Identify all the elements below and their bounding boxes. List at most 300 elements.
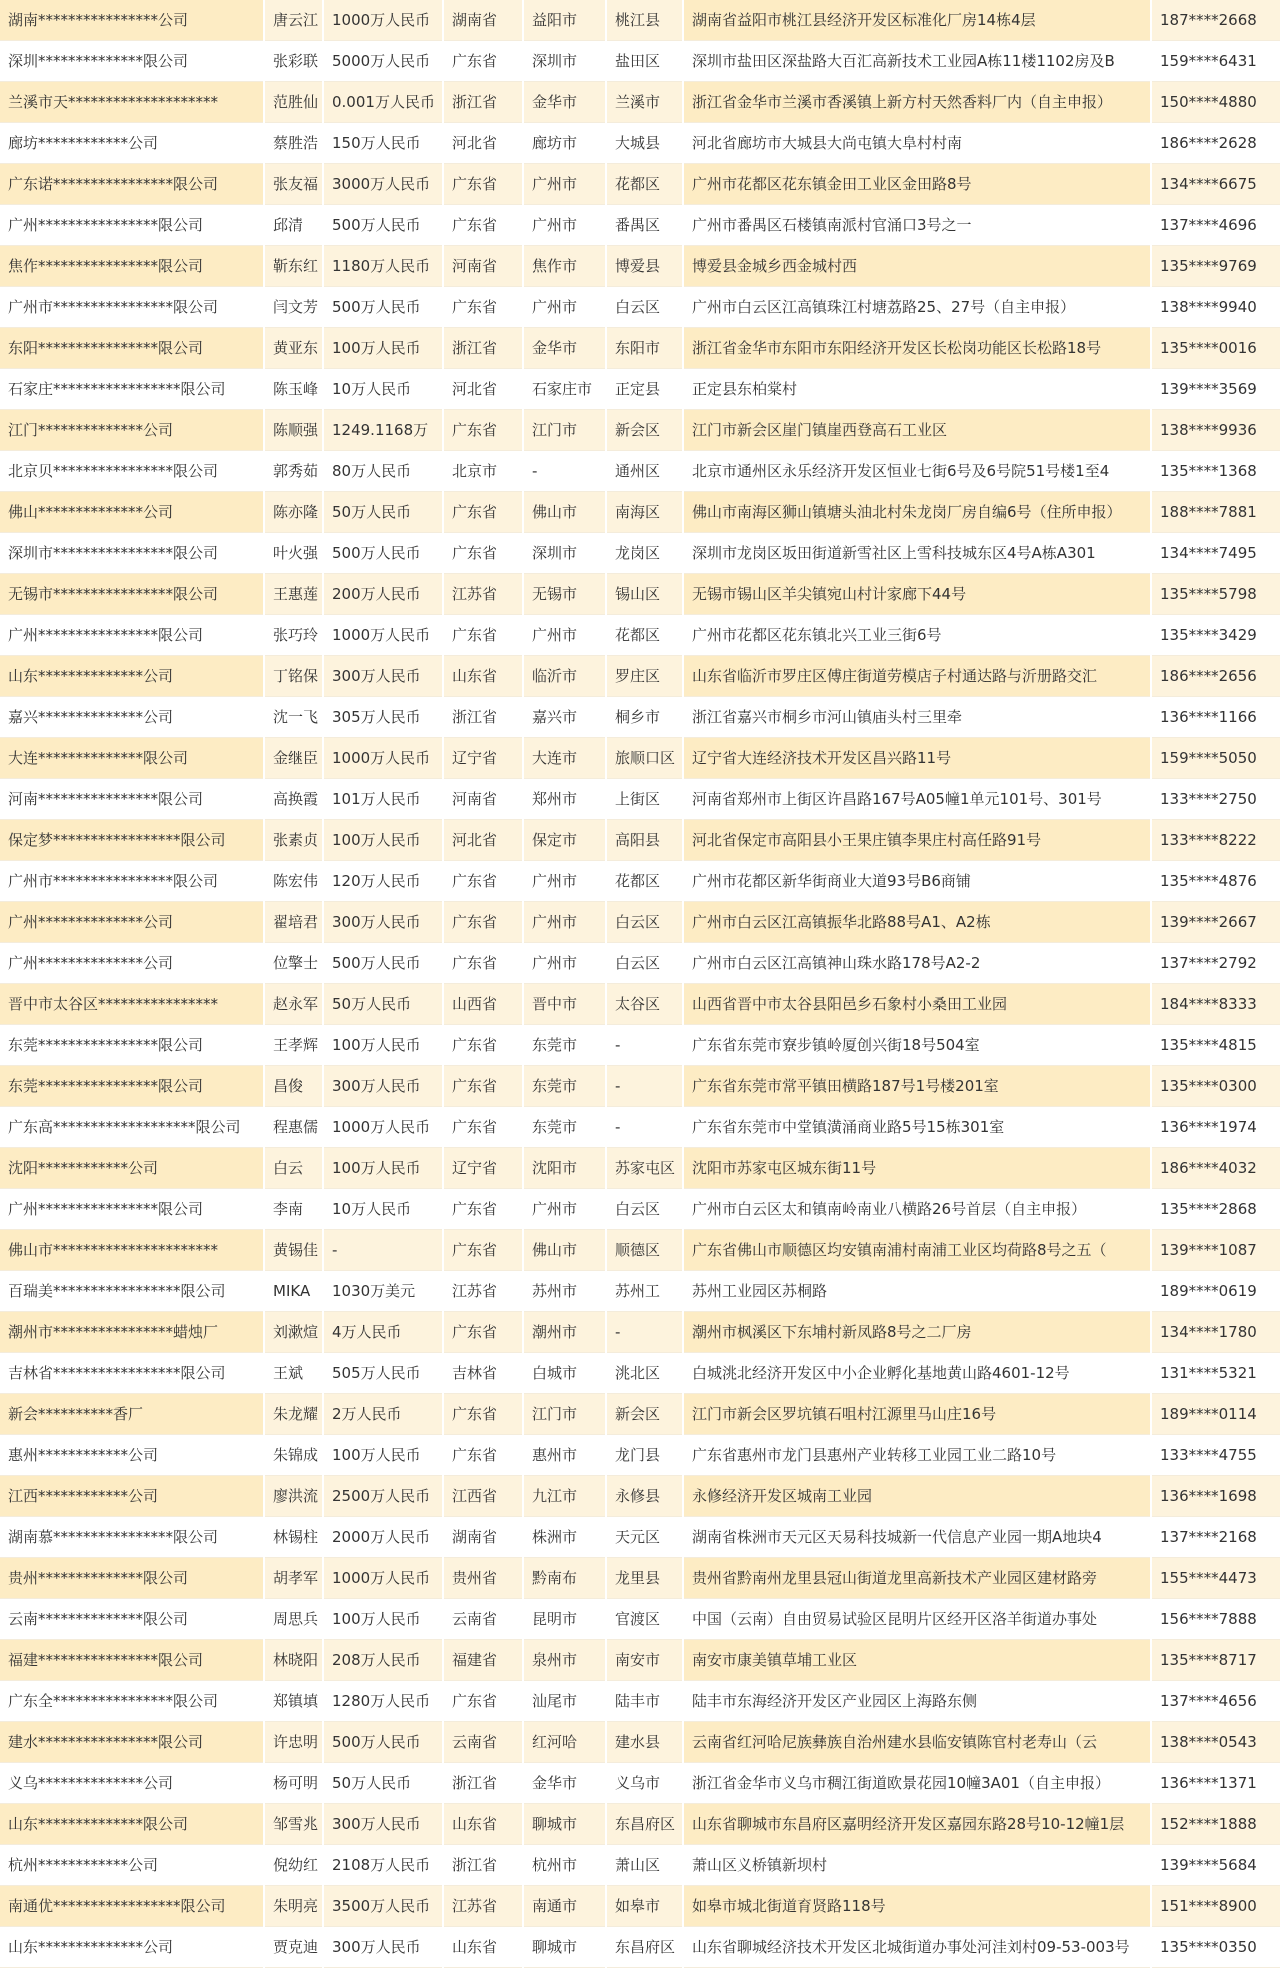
city-cell: 苏州市	[523, 1271, 606, 1312]
district-cell: 高阳县	[606, 820, 683, 861]
registered-capital-cell: 100万人民币	[323, 820, 443, 861]
province-cell: 山西省	[443, 984, 523, 1025]
district-cell: 白云区	[606, 902, 683, 943]
city-cell: 惠州市	[523, 1435, 606, 1476]
table-row	[0, 41, 1280, 82]
company-name-cell: 山东**************限公司	[0, 1804, 264, 1845]
company-name-cell: 焦作****************限公司	[0, 246, 264, 287]
legal-rep-cell: 王孝辉	[264, 1025, 323, 1066]
address-cell: 广东省东莞市寮步镇岭厦创兴街18号504室	[683, 1025, 1151, 1066]
registered-capital-cell: 1000万人民币	[323, 1558, 443, 1599]
phone-cell: 131****5321	[1151, 1353, 1280, 1394]
registered-capital-cell: 2000万人民币	[323, 1517, 443, 1558]
city-cell: 焦作市	[523, 246, 606, 287]
registered-capital-cell: 500万人民币	[323, 943, 443, 984]
legal-rep-cell: 李南	[264, 1189, 323, 1230]
district-cell: 南海区	[606, 492, 683, 533]
district-cell: 桃江县	[606, 0, 683, 41]
phone-cell: 135****0300	[1151, 1066, 1280, 1107]
province-cell: 广东省	[443, 861, 523, 902]
table-row	[0, 492, 1280, 533]
address-cell: 广州市番禺区石楼镇南派村官涌口3号之一	[683, 205, 1151, 246]
registered-capital-cell: 505万人民币	[323, 1353, 443, 1394]
phone-cell: 135****4815	[1151, 1025, 1280, 1066]
city-cell: 九江市	[523, 1476, 606, 1517]
province-cell: 河北省	[443, 123, 523, 164]
phone-cell: 152****1888	[1151, 1804, 1280, 1845]
city-cell: 东莞市	[523, 1107, 606, 1148]
phone-cell: 134****7495	[1151, 533, 1280, 574]
province-cell: 湖南省	[443, 1517, 523, 1558]
registered-capital-cell: 208万人民币	[323, 1640, 443, 1681]
registered-capital-cell: 500万人民币	[323, 205, 443, 246]
province-cell: 江苏省	[443, 1886, 523, 1927]
table-row	[0, 779, 1280, 820]
registered-capital-cell: 300万人民币	[323, 1804, 443, 1845]
district-cell: 太谷区	[606, 984, 683, 1025]
legal-rep-cell: 蔡胜浩	[264, 123, 323, 164]
phone-cell: 139****3569	[1151, 369, 1280, 410]
city-cell: 广州市	[523, 902, 606, 943]
phone-cell: 138****9940	[1151, 287, 1280, 328]
district-cell: -	[606, 1107, 683, 1148]
registered-capital-cell: 1000万人民币	[323, 1107, 443, 1148]
city-cell: 东莞市	[523, 1066, 606, 1107]
legal-rep-cell: 倪幼红	[264, 1845, 323, 1886]
table-row	[0, 246, 1280, 287]
table-row	[0, 1394, 1280, 1435]
table-row	[0, 369, 1280, 410]
province-cell: 山东省	[443, 1927, 523, 1968]
registered-capital-cell: 10万人民币	[323, 369, 443, 410]
district-cell: 番禺区	[606, 205, 683, 246]
phone-cell: 137****2792	[1151, 943, 1280, 984]
phone-cell: 133****2750	[1151, 779, 1280, 820]
registered-capital-cell: 100万人民币	[323, 328, 443, 369]
district-cell: 永修县	[606, 1476, 683, 1517]
registered-capital-cell: 50万人民币	[323, 1763, 443, 1804]
province-cell: 广东省	[443, 1681, 523, 1722]
registered-capital-cell: 1280万人民币	[323, 1681, 443, 1722]
company-name-cell: 大连**************限公司	[0, 738, 264, 779]
district-cell: 大城县	[606, 123, 683, 164]
company-name-cell: 佛山市**********************	[0, 1230, 264, 1271]
city-cell: 深圳市	[523, 41, 606, 82]
city-cell: 广州市	[523, 1189, 606, 1230]
province-cell: 江苏省	[443, 574, 523, 615]
legal-rep-cell: 邱清	[264, 205, 323, 246]
legal-rep-cell: 陈玉峰	[264, 369, 323, 410]
address-cell: 广州市白云区江高镇珠江村塘荔路25、27号（自主申报）	[683, 287, 1151, 328]
district-cell: 新会区	[606, 410, 683, 451]
legal-rep-cell: 刘漱煊	[264, 1312, 323, 1353]
city-cell: 黔南布	[523, 1558, 606, 1599]
phone-cell: 137****2168	[1151, 1517, 1280, 1558]
legal-rep-cell: 陈宏伟	[264, 861, 323, 902]
phone-cell: 184****8333	[1151, 984, 1280, 1025]
address-cell: 河北省保定市高阳县小王果庄镇李果庄村高任路91号	[683, 820, 1151, 861]
province-cell: 广东省	[443, 1066, 523, 1107]
address-cell: 潮州市枫溪区下东埔村新凤路8号之二厂房	[683, 1312, 1151, 1353]
legal-rep-cell: 林晓阳	[264, 1640, 323, 1681]
province-cell: 云南省	[443, 1722, 523, 1763]
province-cell: 广东省	[443, 1189, 523, 1230]
phone-cell: 136****1166	[1151, 697, 1280, 738]
table-row	[0, 1435, 1280, 1476]
address-cell: 河南省郑州市上街区许昌路167号A05幢1单元101号、301号	[683, 779, 1151, 820]
company-name-cell: 百瑞美*****************限公司	[0, 1271, 264, 1312]
address-cell: 浙江省金华市义乌市稠江街道欧景花园10幢3A01（自主申报）	[683, 1763, 1151, 1804]
registered-capital-cell: 300万人民币	[323, 1066, 443, 1107]
phone-cell: 151****8900	[1151, 1886, 1280, 1927]
district-cell: -	[606, 1066, 683, 1107]
table-row	[0, 984, 1280, 1025]
company-name-cell: 保定梦*****************限公司	[0, 820, 264, 861]
phone-cell: 186****2628	[1151, 123, 1280, 164]
company-name-cell: 广州市****************限公司	[0, 287, 264, 328]
address-cell: 江门市新会区崖门镇崖西登高石工业区	[683, 410, 1151, 451]
district-cell: 东昌府区	[606, 1927, 683, 1968]
city-cell: 红河哈	[523, 1722, 606, 1763]
legal-rep-cell: 翟培君	[264, 902, 323, 943]
table-row	[0, 1722, 1280, 1763]
city-cell: 无锡市	[523, 574, 606, 615]
company-name-cell: 东莞****************限公司	[0, 1066, 264, 1107]
city-cell: 石家庄市	[523, 369, 606, 410]
city-cell: 金华市	[523, 328, 606, 369]
company-name-cell: 广州市****************限公司	[0, 861, 264, 902]
province-cell: 广东省	[443, 287, 523, 328]
address-cell: 正定县东柏棠村	[683, 369, 1151, 410]
district-cell: 桐乡市	[606, 697, 683, 738]
legal-rep-cell: 郑镇填	[264, 1681, 323, 1722]
registered-capital-cell: 1030万美元	[323, 1271, 443, 1312]
registered-capital-cell: 2万人民币	[323, 1394, 443, 1435]
legal-rep-cell: 黄锡佳	[264, 1230, 323, 1271]
district-cell: 如皋市	[606, 1886, 683, 1927]
address-cell: 博爱县金城乡西金城村西	[683, 246, 1151, 287]
table-row	[0, 1353, 1280, 1394]
province-cell: 广东省	[443, 615, 523, 656]
address-cell: 白城洮北经济开发区中小企业孵化基地黄山路4601-12号	[683, 1353, 1151, 1394]
phone-cell: 159****6431	[1151, 41, 1280, 82]
address-cell: 南安市康美镇草埔工业区	[683, 1640, 1151, 1681]
city-cell: -	[523, 451, 606, 492]
address-cell: 江门市新会区罗坑镇石咀村江源里马山庄16号	[683, 1394, 1151, 1435]
phone-cell: 135****0350	[1151, 1927, 1280, 1968]
table-row	[0, 287, 1280, 328]
district-cell: 建水县	[606, 1722, 683, 1763]
table-row	[0, 205, 1280, 246]
district-cell: 白云区	[606, 1189, 683, 1230]
address-cell: 山东省聊城市东昌府区嘉明经济开发区嘉园东路28号10-12幢1层	[683, 1804, 1151, 1845]
company-name-cell: 湖南慕****************限公司	[0, 1517, 264, 1558]
table-row	[0, 820, 1280, 861]
province-cell: 广东省	[443, 1107, 523, 1148]
address-cell: 广州市花都区花东镇金田工业区金田路8号	[683, 164, 1151, 205]
province-cell: 广东省	[443, 205, 523, 246]
legal-rep-cell: 杨可明	[264, 1763, 323, 1804]
phone-cell: 135****8717	[1151, 1640, 1280, 1681]
phone-cell: 136****1974	[1151, 1107, 1280, 1148]
city-cell: 白城市	[523, 1353, 606, 1394]
district-cell: 花都区	[606, 615, 683, 656]
province-cell: 广东省	[443, 164, 523, 205]
table-row	[0, 1804, 1280, 1845]
address-cell: 湖南省株洲市天元区天易科技城新一代信息产业园一期A地块4	[683, 1517, 1151, 1558]
registered-capital-cell: 1000万人民币	[323, 738, 443, 779]
table-row	[0, 738, 1280, 779]
registered-capital-cell: 100万人民币	[323, 1435, 443, 1476]
legal-rep-cell: 周思兵	[264, 1599, 323, 1640]
company-name-cell: 江门**************公司	[0, 410, 264, 451]
company-name-cell: 贵州**************限公司	[0, 1558, 264, 1599]
legal-rep-cell: 郭秀茹	[264, 451, 323, 492]
table-row	[0, 1599, 1280, 1640]
district-cell: 花都区	[606, 164, 683, 205]
city-cell: 佛山市	[523, 492, 606, 533]
legal-rep-cell: 昌俊	[264, 1066, 323, 1107]
district-cell: 通州区	[606, 451, 683, 492]
province-cell: 广东省	[443, 1435, 523, 1476]
phone-cell: 137****4656	[1151, 1681, 1280, 1722]
district-cell: 罗庄区	[606, 656, 683, 697]
district-cell: 东昌府区	[606, 1804, 683, 1845]
company-name-cell: 新会**********香厂	[0, 1394, 264, 1435]
address-cell: 无锡市锡山区羊尖镇宛山村计家廊下44号	[683, 574, 1151, 615]
province-cell: 广东省	[443, 1394, 523, 1435]
district-cell: 盐田区	[606, 41, 683, 82]
city-cell: 保定市	[523, 820, 606, 861]
company-name-cell: 湖南****************公司	[0, 0, 264, 41]
phone-cell: 139****1087	[1151, 1230, 1280, 1271]
legal-rep-cell: 黄亚东	[264, 328, 323, 369]
city-cell: 江门市	[523, 1394, 606, 1435]
address-cell: 山西省晋中市太谷县阳邑乡石象村小桑田工业园	[683, 984, 1151, 1025]
address-cell: 浙江省金华市兰溪市香溪镇上新方村天然香料厂内（自主申报）	[683, 82, 1151, 123]
table-row	[0, 574, 1280, 615]
province-cell: 北京市	[443, 451, 523, 492]
address-cell: 萧山区义桥镇新坝村	[683, 1845, 1151, 1886]
province-cell: 浙江省	[443, 1845, 523, 1886]
company-name-cell: 山东**************公司	[0, 1927, 264, 1968]
company-name-cell: 深圳**************限公司	[0, 41, 264, 82]
district-cell: 花都区	[606, 861, 683, 902]
legal-rep-cell: 唐云江	[264, 0, 323, 41]
company-name-cell: 义乌**************公司	[0, 1763, 264, 1804]
phone-cell: 135****5798	[1151, 574, 1280, 615]
table-row	[0, 1845, 1280, 1886]
city-cell: 沈阳市	[523, 1148, 606, 1189]
city-cell: 杭州市	[523, 1845, 606, 1886]
phone-cell: 135****0016	[1151, 328, 1280, 369]
district-cell: 白云区	[606, 943, 683, 984]
province-cell: 浙江省	[443, 697, 523, 738]
district-cell: 苏家屯区	[606, 1148, 683, 1189]
phone-cell: 133****4755	[1151, 1435, 1280, 1476]
district-cell: 东阳市	[606, 328, 683, 369]
phone-cell: 136****1698	[1151, 1476, 1280, 1517]
table-row	[0, 1066, 1280, 1107]
district-cell: 顺德区	[606, 1230, 683, 1271]
address-cell: 辽宁省大连经济技术开发区昌兴路11号	[683, 738, 1151, 779]
province-cell: 广东省	[443, 492, 523, 533]
table-row	[0, 410, 1280, 451]
province-cell: 广东省	[443, 410, 523, 451]
address-cell: 河北省廊坊市大城县大尚屯镇大阜村村南	[683, 123, 1151, 164]
table-row	[0, 1517, 1280, 1558]
registered-capital-cell: 300万人民币	[323, 656, 443, 697]
company-name-cell: 石家庄*****************限公司	[0, 369, 264, 410]
phone-cell: 137****4696	[1151, 205, 1280, 246]
table-row	[0, 697, 1280, 738]
city-cell: 广州市	[523, 205, 606, 246]
district-cell: -	[606, 1025, 683, 1066]
province-cell: 山东省	[443, 1804, 523, 1845]
table-row	[0, 615, 1280, 656]
legal-rep-cell: 陈顺强	[264, 410, 323, 451]
table-row	[0, 164, 1280, 205]
province-cell: 辽宁省	[443, 1148, 523, 1189]
registered-capital-cell: 500万人民币	[323, 1722, 443, 1763]
legal-rep-cell: 叶火强	[264, 533, 323, 574]
company-name-cell: 福建****************限公司	[0, 1640, 264, 1681]
province-cell: 广东省	[443, 533, 523, 574]
phone-cell: 156****7888	[1151, 1599, 1280, 1640]
city-cell: 汕尾市	[523, 1681, 606, 1722]
registered-capital-cell: 2108万人民币	[323, 1845, 443, 1886]
address-cell: 广东省东莞市常平镇田横路187号1号楼201室	[683, 1066, 1151, 1107]
company-name-cell: 潮州市****************蜡烛厂	[0, 1312, 264, 1353]
province-cell: 江西省	[443, 1476, 523, 1517]
legal-rep-cell: 金继臣	[264, 738, 323, 779]
province-cell: 浙江省	[443, 1763, 523, 1804]
phone-cell: 155****4473	[1151, 1558, 1280, 1599]
legal-rep-cell: 靳东红	[264, 246, 323, 287]
table-row	[0, 1107, 1280, 1148]
city-cell: 嘉兴市	[523, 697, 606, 738]
address-cell: 广东省惠州市龙门县惠州产业转移工业园工业二路10号	[683, 1435, 1151, 1476]
province-cell: 江苏省	[443, 1271, 523, 1312]
legal-rep-cell: 张巧玲	[264, 615, 323, 656]
city-cell: 聊城市	[523, 1804, 606, 1845]
district-cell: 南安市	[606, 1640, 683, 1681]
table-row	[0, 1558, 1280, 1599]
table-row	[0, 1640, 1280, 1681]
district-cell: 博爱县	[606, 246, 683, 287]
address-cell: 如皋市城北街道育贤路118号	[683, 1886, 1151, 1927]
legal-rep-cell: 贾克迪	[264, 1927, 323, 1968]
phone-cell: 135****1368	[1151, 451, 1280, 492]
district-cell: 陆丰市	[606, 1681, 683, 1722]
registered-capital-cell: 100万人民币	[323, 1025, 443, 1066]
address-cell: 永修经济开发区城南工业园	[683, 1476, 1151, 1517]
legal-rep-cell: 朱锦成	[264, 1435, 323, 1476]
address-cell: 浙江省嘉兴市桐乡市河山镇庙头村三里牵	[683, 697, 1151, 738]
company-name-cell: 江西************公司	[0, 1476, 264, 1517]
city-cell: 廊坊市	[523, 123, 606, 164]
table-row	[0, 328, 1280, 369]
legal-rep-cell: MIKA	[264, 1271, 323, 1312]
province-cell: 浙江省	[443, 328, 523, 369]
phone-cell: 139****2667	[1151, 902, 1280, 943]
company-name-cell: 广州****************限公司	[0, 1189, 264, 1230]
city-cell: 聊城市	[523, 1927, 606, 1968]
phone-cell: 159****5050	[1151, 738, 1280, 779]
registered-capital-cell: 1000万人民币	[323, 615, 443, 656]
company-name-cell: 广东全****************限公司	[0, 1681, 264, 1722]
city-cell: 潮州市	[523, 1312, 606, 1353]
city-cell: 大连市	[523, 738, 606, 779]
table-row	[0, 123, 1280, 164]
company-name-cell: 山东**************公司	[0, 656, 264, 697]
district-cell: 官渡区	[606, 1599, 683, 1640]
province-cell: 河南省	[443, 779, 523, 820]
district-cell: 旅顺口区	[606, 738, 683, 779]
legal-rep-cell: 王惠莲	[264, 574, 323, 615]
city-cell: 金华市	[523, 82, 606, 123]
address-cell: 陆丰市东海经济开发区产业园区上海路东侧	[683, 1681, 1151, 1722]
company-name-cell: 晋中市太谷区****************	[0, 984, 264, 1025]
district-cell: 苏州工	[606, 1271, 683, 1312]
phone-cell: 138****9936	[1151, 410, 1280, 451]
province-cell: 广东省	[443, 1230, 523, 1271]
table-row	[0, 1230, 1280, 1271]
registered-capital-cell: 100万人民币	[323, 1599, 443, 1640]
company-name-cell: 杭州************公司	[0, 1845, 264, 1886]
company-name-cell: 建水****************限公司	[0, 1722, 264, 1763]
company-name-cell: 吉林省*****************限公司	[0, 1353, 264, 1394]
company-name-cell: 广州****************限公司	[0, 615, 264, 656]
province-cell: 广东省	[443, 1312, 523, 1353]
legal-rep-cell: 程惠儒	[264, 1107, 323, 1148]
legal-rep-cell: 朱明亮	[264, 1886, 323, 1927]
legal-rep-cell: 白云	[264, 1148, 323, 1189]
address-cell: 浙江省金华市东阳市东阳经济开发区长松岗功能区长松路18号	[683, 328, 1151, 369]
phone-cell: 135****2868	[1151, 1189, 1280, 1230]
company-name-cell: 东阳****************限公司	[0, 328, 264, 369]
phone-cell: 138****0543	[1151, 1722, 1280, 1763]
table-row	[0, 1148, 1280, 1189]
company-name-cell: 深圳市****************限公司	[0, 533, 264, 574]
table-row	[0, 451, 1280, 492]
city-cell: 广州市	[523, 164, 606, 205]
legal-rep-cell: 高换霞	[264, 779, 323, 820]
table-row	[0, 1271, 1280, 1312]
company-name-cell: 东莞****************限公司	[0, 1025, 264, 1066]
city-cell: 晋中市	[523, 984, 606, 1025]
province-cell: 河北省	[443, 820, 523, 861]
district-cell: 锡山区	[606, 574, 683, 615]
registered-capital-cell: 300万人民币	[323, 1927, 443, 1968]
city-cell: 临沂市	[523, 656, 606, 697]
phone-cell: 135****4876	[1151, 861, 1280, 902]
company-name-cell: 广州**************公司	[0, 943, 264, 984]
province-cell: 福建省	[443, 1640, 523, 1681]
phone-cell: 150****4880	[1151, 82, 1280, 123]
legal-rep-cell: 胡孝军	[264, 1558, 323, 1599]
legal-rep-cell: 闫文芳	[264, 287, 323, 328]
company-name-cell: 嘉兴**************公司	[0, 697, 264, 738]
registered-capital-cell: 2500万人民币	[323, 1476, 443, 1517]
city-cell: 昆明市	[523, 1599, 606, 1640]
district-cell: 龙岗区	[606, 533, 683, 574]
company-name-cell: 广州**************公司	[0, 902, 264, 943]
registered-capital-cell: 500万人民币	[323, 533, 443, 574]
address-cell: 苏州工业园区苏桐路	[683, 1271, 1151, 1312]
district-cell: 正定县	[606, 369, 683, 410]
company-name-cell: 河南****************限公司	[0, 779, 264, 820]
